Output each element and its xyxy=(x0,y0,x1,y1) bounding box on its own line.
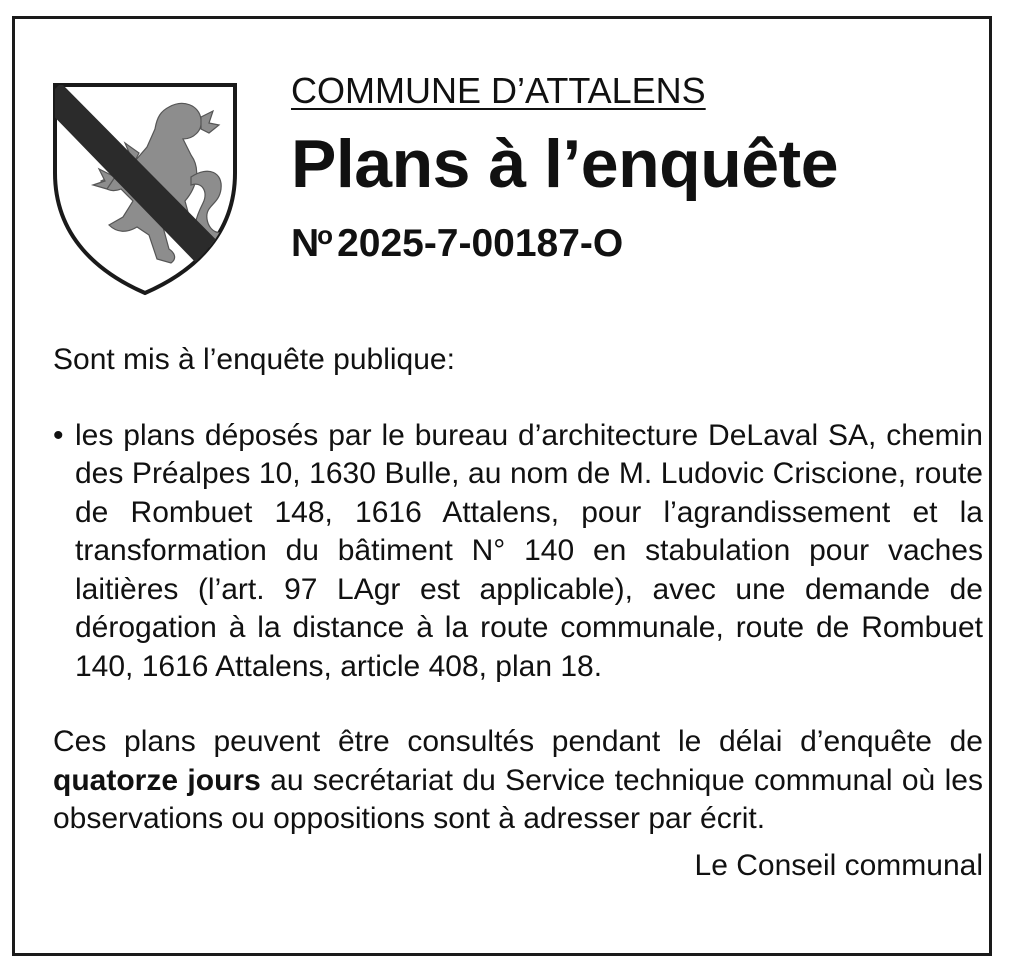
list-item xyxy=(53,417,983,687)
bullet-text: les plans déposés par le bureau d’architecture DeLaval SA, chemin des Préalpes 10, 1630 Bulle, au nom de M. Ludovic Criscione, route de Rombuet 148, 1616 Attalens, pour l’agrandissement et la transformation du bâtiment N° 140 en stabulation pour vaches laitières (l’art. 97 LAgr est applicable), avec une demande de dérogation à la distance à la route communale, route de Rombuet 140, 1616 Attalens, article 408, plan 18. xyxy=(75,418,983,683)
coat-of-arms-lion-icon xyxy=(51,77,239,299)
notice-body xyxy=(53,341,983,885)
consult-duration: quatorze jours xyxy=(53,763,261,797)
signature: Le Conseil communal xyxy=(694,848,983,882)
header xyxy=(291,71,838,266)
bullet-mark: • xyxy=(53,418,64,452)
number-value: 2025-7-00187-O xyxy=(337,222,624,265)
commune-name: COMMUNE D’ATTALENS xyxy=(291,70,706,111)
number-prefix: N xyxy=(291,222,320,265)
number-superscript: o xyxy=(317,220,334,250)
enquiry-number xyxy=(291,213,838,266)
consult-text-before: Ces plans peuvent être consultés pendant le délai d’enquête de xyxy=(53,725,983,758)
page-title: Plans à l’enquête xyxy=(291,126,839,202)
notice-frame xyxy=(12,16,992,956)
intro-text: Sont mis à l’enquête publique: xyxy=(53,343,455,376)
consultation-paragraph xyxy=(53,723,983,839)
consult-text-after: au secrétariat du Service technique communal où les observations ou oppositions sont à adresser par écrit. xyxy=(53,763,983,835)
